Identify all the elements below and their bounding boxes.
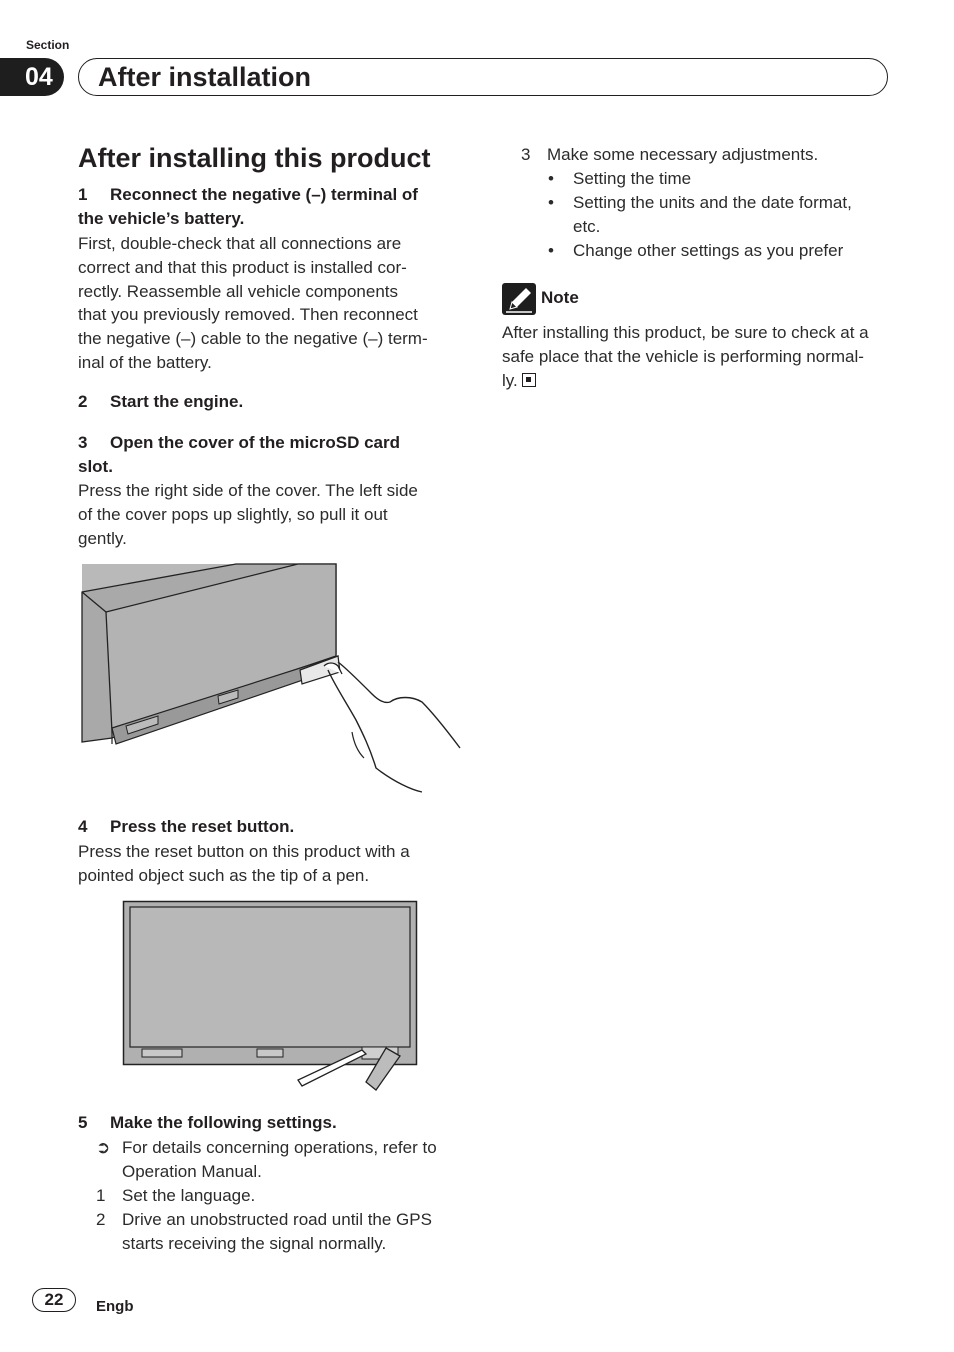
step-4-heading (78, 815, 468, 839)
section-title: After installation (98, 62, 312, 92)
step-1-heading-line2: the vehicle’s battery. (78, 209, 245, 228)
step-5-reference (96, 1136, 466, 1184)
note-line: ly. (502, 370, 518, 390)
body-line: correct and that this product is installed cor- (78, 257, 407, 277)
step-2-heading (78, 390, 468, 414)
body-line: rectly. Reassemble all vehicle components (78, 281, 398, 301)
body-line: of the cover pops up slightly, so pull it out (78, 504, 388, 524)
bullet-list (548, 167, 898, 263)
section-label: Section (26, 38, 70, 52)
step-4-number: 4 (78, 817, 88, 836)
step-1-heading-line1: Reconnect the negative (–) terminal of (110, 185, 418, 204)
reference-line: For details concerning operations, refer to (122, 1138, 437, 1157)
note-pen-icon (502, 283, 536, 315)
step-1-heading (78, 183, 468, 231)
step-3-number: 3 (78, 433, 88, 452)
bullet-item (548, 167, 898, 191)
step-4-body (78, 840, 468, 888)
step-5-sub-item-1 (96, 1184, 466, 1208)
step-3-heading (78, 431, 468, 479)
note-line: safe place that the vehicle is performing normal- (502, 346, 864, 366)
sub-item-text: Make some necessary adjustments. (547, 145, 819, 164)
step-3-body (78, 479, 468, 550)
sub-item-text: Drive an unobstructed road until the GPS (122, 1210, 432, 1229)
note-label: Note (541, 288, 579, 307)
reference-line: Operation Manual. (122, 1162, 262, 1181)
bullet-item (548, 191, 898, 239)
body-line: First, double-check that all connections are (78, 234, 402, 253)
note-line: After installing this product, be sure to check at a (502, 323, 869, 342)
step-1-number: 1 (78, 185, 88, 204)
sub-item-number: 1 (96, 1186, 106, 1205)
page-title: After installing this product (78, 143, 431, 173)
bullet-dot-icon: • (548, 193, 554, 212)
sub-item-number: 2 (96, 1210, 106, 1229)
bullet-item (548, 239, 898, 263)
body-line: Press the reset button on this product with a (78, 842, 410, 861)
sub-item-text: starts receiving the signal normally. (122, 1234, 387, 1253)
step-5-heading (78, 1111, 468, 1135)
note-body (502, 321, 894, 392)
step-3-heading-line1: Open the cover of the microSD card (110, 433, 401, 452)
sub-item-number: 3 (521, 145, 531, 164)
sub-item-text: Set the language. (122, 1186, 256, 1205)
bullet-text: etc. (573, 217, 601, 236)
language-code: Engb (96, 1298, 134, 1315)
step-1-body (78, 232, 468, 375)
reset-button-illustration (122, 900, 420, 1092)
sub-item-3 (521, 143, 901, 167)
step-4-heading-line1: Press the reset button. (110, 817, 295, 836)
step-2-number: 2 (78, 392, 88, 411)
bullet-text: Change other settings as you prefer (573, 241, 844, 260)
body-line: inal of the battery. (78, 352, 212, 372)
body-line: gently. (78, 528, 127, 548)
bullet-dot-icon: • (548, 169, 554, 188)
page-number: 22 (32, 1288, 76, 1312)
body-line: Press the right side of the cover. The left side (78, 481, 418, 500)
step-5-number: 5 (78, 1113, 88, 1132)
step-5-sub-item-2 (96, 1208, 466, 1256)
reference-arrow-icon: ➲ (96, 1138, 111, 1157)
end-of-section-icon (522, 373, 536, 387)
section-number-badge: 04 (0, 58, 64, 96)
body-line: the negative (–) cable to the negative (–) term- (78, 329, 428, 349)
bullet-text: Setting the time (573, 169, 692, 188)
step-5-heading-line1: Make the following settings. (110, 1113, 337, 1132)
body-line: that you previously removed. Then reconnect (78, 305, 418, 325)
bullet-text: Setting the units and the date format, (573, 193, 852, 212)
bullet-dot-icon: • (548, 241, 554, 260)
microsd-cover-illustration (76, 562, 462, 796)
step-2-heading-line1: Start the engine. (110, 392, 244, 411)
body-line: pointed object such as the tip of a pen. (78, 865, 370, 885)
step-3-heading-line2: slot. (78, 457, 113, 476)
